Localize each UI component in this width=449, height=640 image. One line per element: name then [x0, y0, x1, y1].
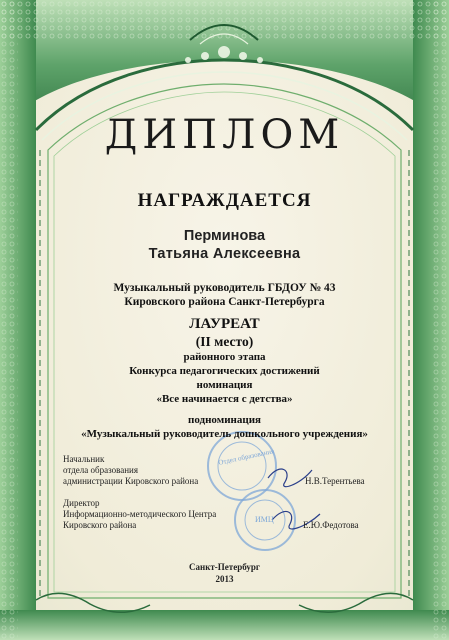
award-heading: НАГРАЖДАЕТСЯ — [137, 190, 312, 211]
stamp2-text: ИМЦ — [255, 515, 274, 524]
signer2-line1: Директор — [63, 498, 100, 508]
subnomination-label: подноминация — [187, 414, 261, 426]
contest-text: Конкурса педагогических достижений — [129, 365, 320, 377]
footer-city: Санкт-Петербург — [189, 562, 260, 572]
signature-block-1 — [63, 454, 198, 487]
signer1-name: Н.В.Терентьева — [305, 476, 365, 486]
place-text: (II место) — [195, 334, 254, 349]
signer1-line3: администрации Кировского района — [63, 476, 199, 486]
diploma-title: ДИПЛОМ — [104, 112, 345, 158]
signature-block-2 — [63, 498, 216, 531]
nomination-label: номинация — [196, 379, 253, 391]
signer2-line2: Информационно-методического Центра — [63, 509, 217, 519]
position-line2: Кировского района Санкт-Петербурга — [124, 296, 325, 308]
stage-text: районного этапа — [183, 351, 266, 363]
signer2-name: Е.Ю.Федотова — [303, 520, 359, 530]
position-line1: Музыкальный руководитель ГБДОУ № 43 — [113, 282, 336, 294]
laureate-title: ЛАУРЕАТ — [189, 316, 260, 332]
signer1-line2: отдела образования — [63, 465, 138, 475]
signer2-line3: Кировского района — [63, 520, 137, 530]
nomination-text: «Все начинается с детства» — [156, 393, 293, 405]
footer-year: 2013 — [215, 574, 234, 584]
stamp1-text: Отдел образования — [217, 447, 275, 467]
recipient-surname: Перминова — [183, 228, 266, 244]
signer1-line1: Начальник — [63, 454, 105, 464]
recipient-name: Татьяна Алексеевна — [148, 246, 301, 262]
subnomination-text: «Музыкальный руководитель дошкольного учреждения» — [81, 428, 368, 440]
